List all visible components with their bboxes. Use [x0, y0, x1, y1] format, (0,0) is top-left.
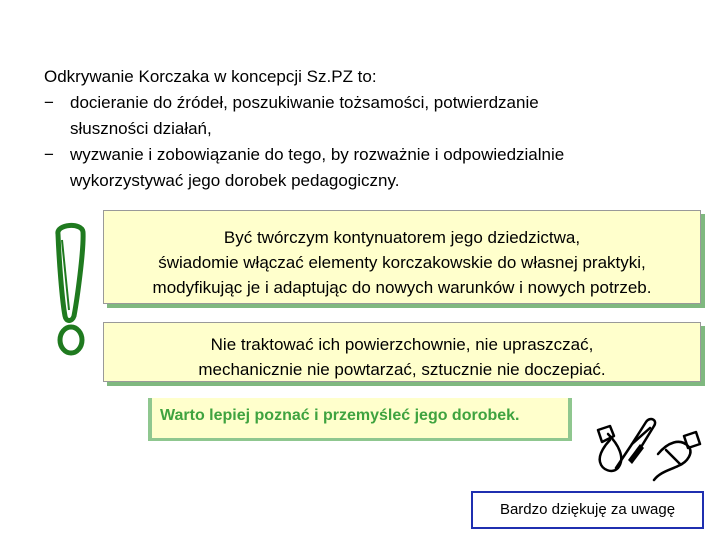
bullet-line: wykorzystywać jego dorobek pedagogiczny. [70, 171, 400, 190]
intro-heading: Odkrywanie Korczaka w koncepcji Sz.PZ to: [44, 67, 377, 86]
intro-bullet-2 [44, 142, 684, 194]
bullet-line: słuszności działań, [70, 119, 212, 138]
caution-box [103, 322, 701, 382]
thanks-box [471, 491, 704, 529]
bullet-marker: − [44, 93, 54, 112]
recommendation-box [148, 398, 572, 438]
box-line: mechanicznie nie powtarzać, sztucznie nie doczepiać. [198, 360, 606, 379]
intro-bullet-1 [44, 90, 684, 142]
box-line: Być twórczym kontynuatorem jego dziedzictwa, [223, 228, 581, 247]
bullet-line: wyzwanie i zobowiązanie do tego, by rozważnie i odpowiedzialnie [70, 145, 565, 164]
box-line: Nie traktować ich powierzchownie, nie upraszczać, [210, 335, 594, 354]
exclamation-icon [50, 220, 90, 360]
bullet-marker: − [44, 145, 54, 164]
box-line: modyfikując je i adaptując do nowych warunków i nowych potrzeb. [152, 278, 652, 297]
thanks-text: Bardzo dziękuję za uwagę [499, 501, 676, 518]
bullet-line: docieranie do źródeł, poszukiwanie tożsamości, potwierdzanie [70, 93, 539, 112]
handshake-icon [588, 414, 703, 482]
continuation-box [103, 210, 701, 304]
recommendation-text: Warto lepiej poznać i przemyśleć jego dorobek. [160, 407, 520, 424]
box-line: świadomie włączać elementy korczakowskie do własnej praktyki, [158, 253, 646, 272]
intro-text [44, 64, 684, 194]
